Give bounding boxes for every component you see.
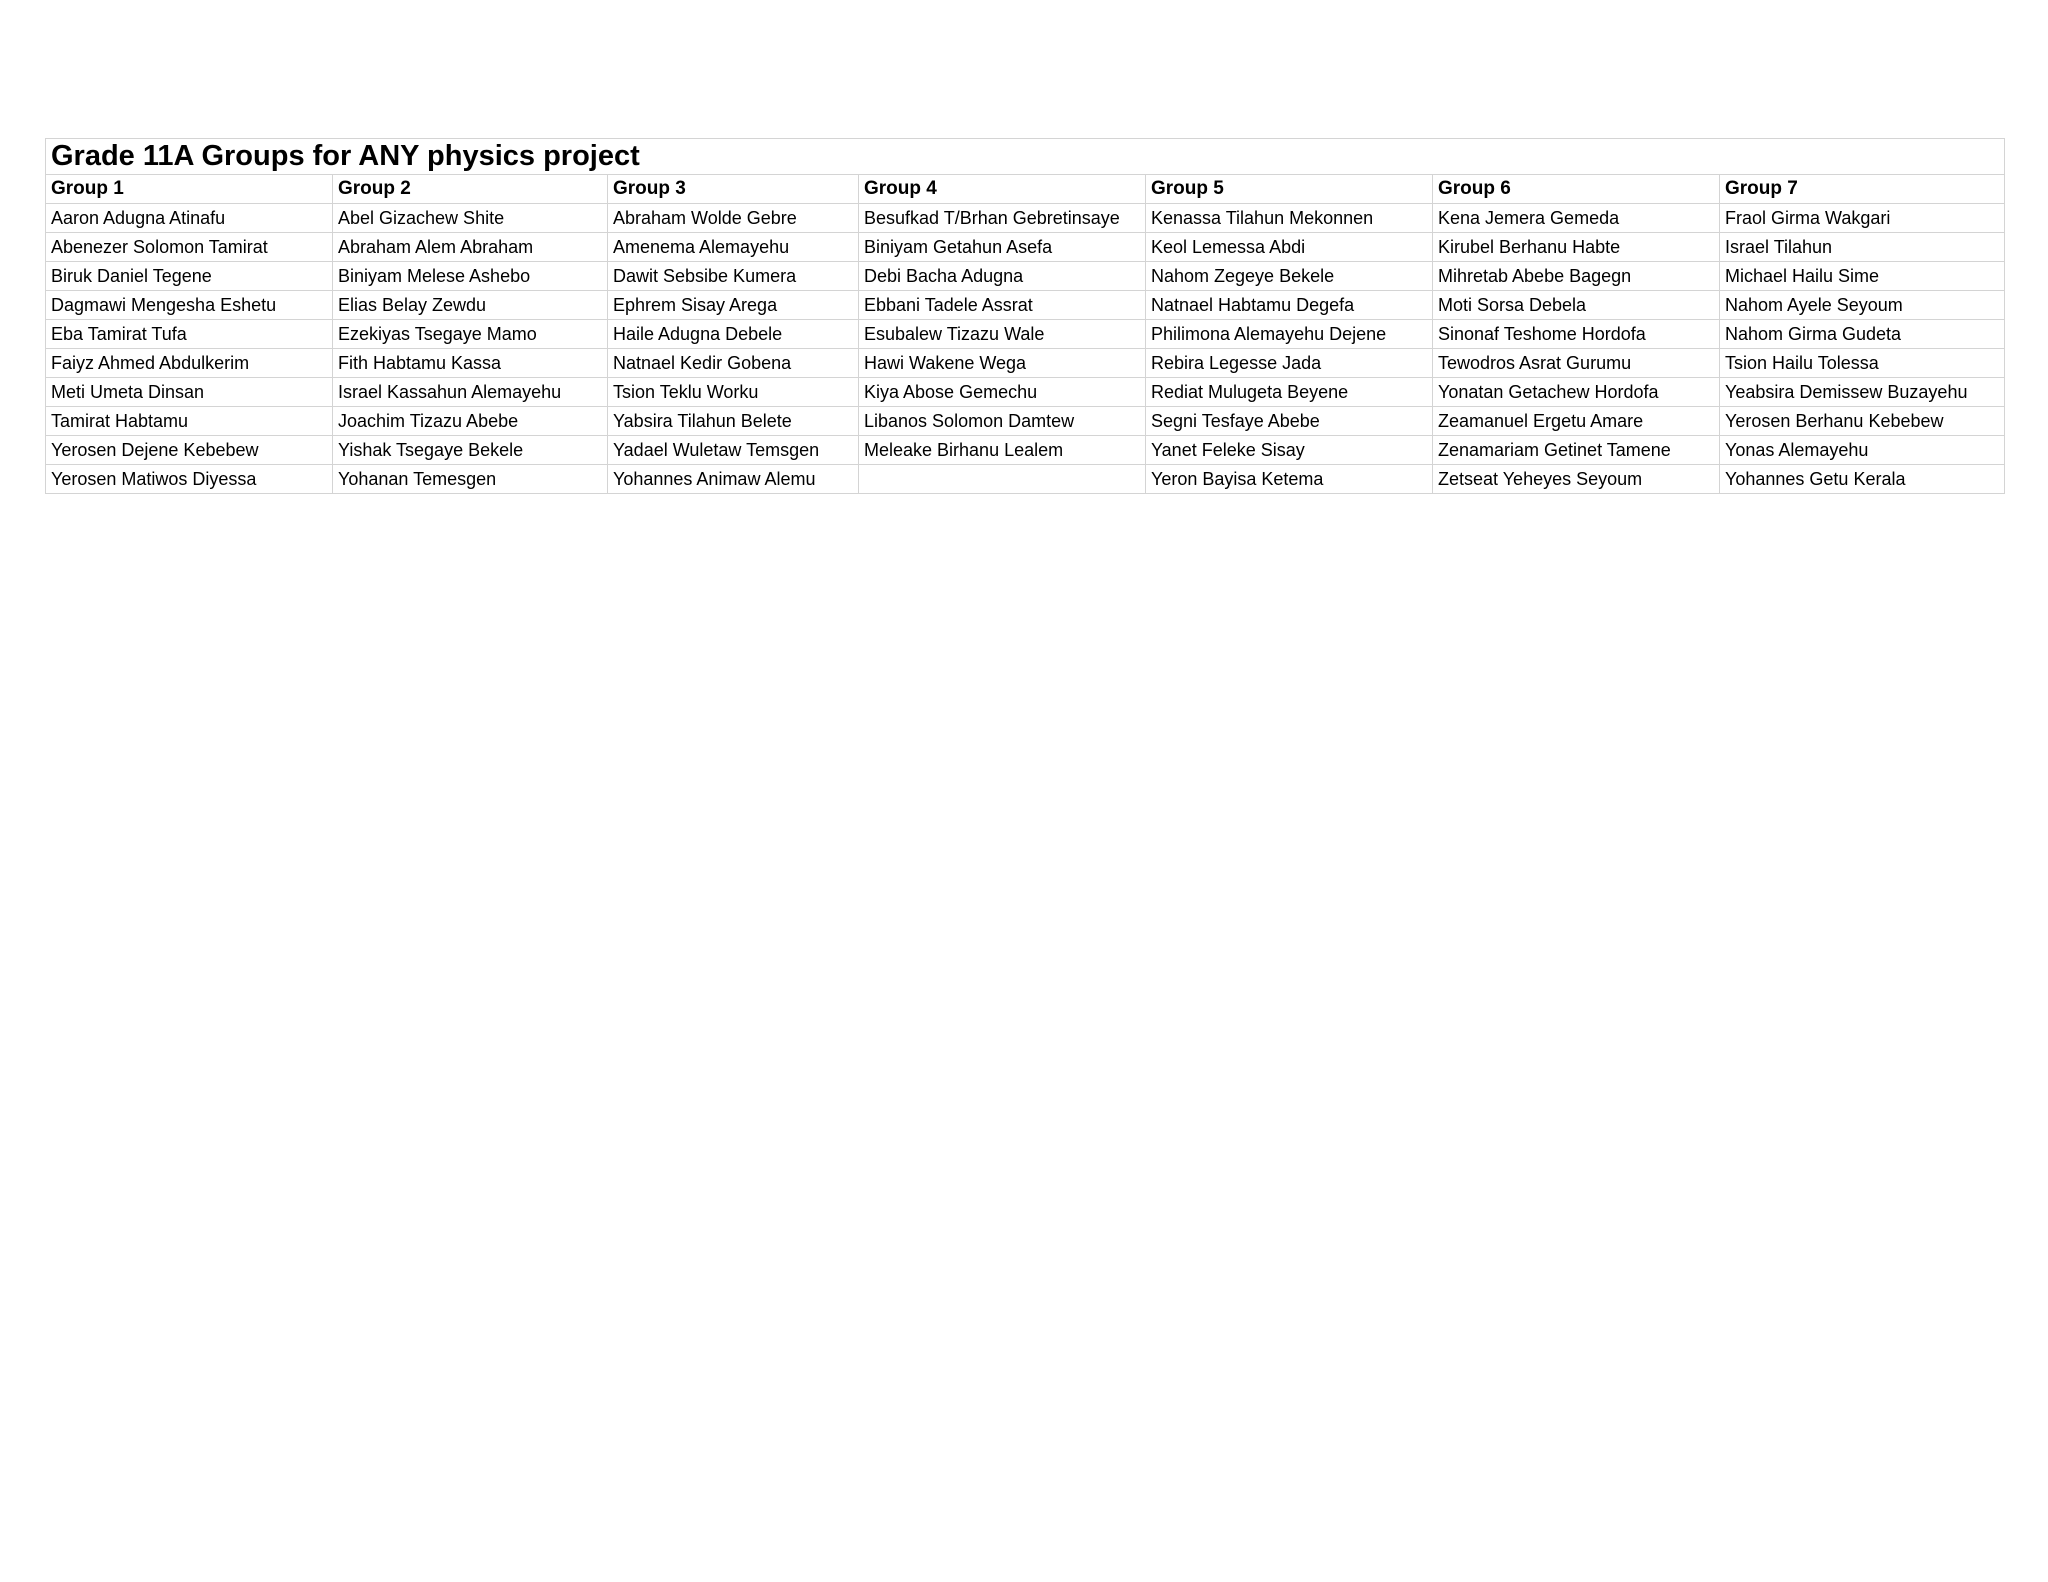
student-name-cell: Amenema Alemayehu xyxy=(608,233,859,262)
student-name-cell: Meti Umeta Dinsan xyxy=(46,378,333,407)
student-name-cell: Tsion Hailu Tolessa xyxy=(1720,349,2005,378)
student-name-cell: Yishak Tsegaye Bekele xyxy=(333,436,608,465)
table-row xyxy=(46,291,2005,320)
student-name-cell: Abraham Wolde Gebre xyxy=(608,204,859,233)
student-name-cell: Zetseat Yeheyes Seyoum xyxy=(1433,465,1720,494)
table-row xyxy=(46,378,2005,407)
student-name-cell: Esubalew Tizazu Wale xyxy=(859,320,1146,349)
student-name-cell: Kiya Abose Gemechu xyxy=(859,378,1146,407)
student-name-cell: Hawi Wakene Wega xyxy=(859,349,1146,378)
student-name-cell: Ephrem Sisay Arega xyxy=(608,291,859,320)
student-name-cell: Abraham Alem Abraham xyxy=(333,233,608,262)
student-name-cell: Biniyam Getahun Asefa xyxy=(859,233,1146,262)
student-name-cell: Segni Tesfaye Abebe xyxy=(1146,407,1433,436)
table-row xyxy=(46,320,2005,349)
student-name-cell: Biniyam Melese Ashebo xyxy=(333,262,608,291)
student-name-cell: Yohannes Animaw Alemu xyxy=(608,465,859,494)
student-name-cell: Kena Jemera Gemeda xyxy=(1433,204,1720,233)
student-name-cell: Zenamariam Getinet Tamene xyxy=(1433,436,1720,465)
student-name-cell: Mihretab Abebe Bagegn xyxy=(1433,262,1720,291)
student-name-cell: Yanet Feleke Sisay xyxy=(1146,436,1433,465)
student-name-cell: Libanos Solomon Damtew xyxy=(859,407,1146,436)
group-header: Group 1 xyxy=(46,175,333,204)
student-name-cell: Fraol Girma Wakgari xyxy=(1720,204,2005,233)
student-name-cell: Debi Bacha Adugna xyxy=(859,262,1146,291)
student-name-cell: Yadael Wuletaw Temsgen xyxy=(608,436,859,465)
student-name-cell: Natnael Habtamu Degefa xyxy=(1146,291,1433,320)
student-name-cell: Natnael Kedir Gobena xyxy=(608,349,859,378)
student-name-cell: Abenezer Solomon Tamirat xyxy=(46,233,333,262)
group-header: Group 2 xyxy=(333,175,608,204)
sheet-title: Grade 11A Groups for ANY physics project xyxy=(46,139,2005,175)
student-name-cell: Tsion Teklu Worku xyxy=(608,378,859,407)
student-name-cell: Rebira Legesse Jada xyxy=(1146,349,1433,378)
student-name-cell: Nahom Girma Gudeta xyxy=(1720,320,2005,349)
student-name-cell: Biruk Daniel Tegene xyxy=(46,262,333,291)
student-name-cell: Elias Belay Zewdu xyxy=(333,291,608,320)
student-name-cell: Besufkad T/Brhan Gebretinsaye xyxy=(859,204,1146,233)
student-name-cell: Haile Adugna Debele xyxy=(608,320,859,349)
student-name-cell: Nahom Ayele Seyoum xyxy=(1720,291,2005,320)
student-name-cell: Faiyz Ahmed Abdulkerim xyxy=(46,349,333,378)
groups-table xyxy=(45,138,2005,494)
header-row xyxy=(46,175,2005,204)
student-name-cell: Michael Hailu Sime xyxy=(1720,262,2005,291)
student-name-cell: Fith Habtamu Kassa xyxy=(333,349,608,378)
student-name-cell: Joachim Tizazu Abebe xyxy=(333,407,608,436)
title-row xyxy=(46,139,2005,175)
student-name-cell: Yerosen Berhanu Kebebew xyxy=(1720,407,2005,436)
table-row xyxy=(46,436,2005,465)
student-name-cell: Philimona Alemayehu Dejene xyxy=(1146,320,1433,349)
group-header: Group 6 xyxy=(1433,175,1720,204)
table-row xyxy=(46,407,2005,436)
student-name-cell: Kenassa Tilahun Mekonnen xyxy=(1146,204,1433,233)
group-header: Group 4 xyxy=(859,175,1146,204)
student-name-cell: Moti Sorsa Debela xyxy=(1433,291,1720,320)
group-header: Group 5 xyxy=(1146,175,1433,204)
student-name-cell: Tewodros Asrat Gurumu xyxy=(1433,349,1720,378)
table-row xyxy=(46,233,2005,262)
student-name-cell: Dawit Sebsibe Kumera xyxy=(608,262,859,291)
student-name-cell: Ebbani Tadele Assrat xyxy=(859,291,1146,320)
student-name-cell: Israel Tilahun xyxy=(1720,233,2005,262)
student-name-cell: Yabsira Tilahun Belete xyxy=(608,407,859,436)
student-name-cell: Israel Kassahun Alemayehu xyxy=(333,378,608,407)
student-name-cell: Tamirat Habtamu xyxy=(46,407,333,436)
student-name-cell: Yonatan Getachew Hordofa xyxy=(1433,378,1720,407)
table-row xyxy=(46,262,2005,291)
student-name-cell: Kirubel Berhanu Habte xyxy=(1433,233,1720,262)
student-name-cell: Aaron Adugna Atinafu xyxy=(46,204,333,233)
student-name-cell: Yohanan Temesgen xyxy=(333,465,608,494)
student-name-cell: Eba Tamirat Tufa xyxy=(46,320,333,349)
student-name-cell: Zeamanuel Ergetu Amare xyxy=(1433,407,1720,436)
student-name-cell: Sinonaf Teshome Hordofa xyxy=(1433,320,1720,349)
student-name-cell: Yerosen Matiwos Diyessa xyxy=(46,465,333,494)
student-name-cell: Yohannes Getu Kerala xyxy=(1720,465,2005,494)
student-name-cell: Yerosen Dejene Kebebew xyxy=(46,436,333,465)
student-name-cell: Nahom Zegeye Bekele xyxy=(1146,262,1433,291)
student-name-cell: Dagmawi Mengesha Eshetu xyxy=(46,291,333,320)
student-name-cell: Yonas Alemayehu xyxy=(1720,436,2005,465)
student-name-cell: Yeron Bayisa Ketema xyxy=(1146,465,1433,494)
student-name-cell: Abel Gizachew Shite xyxy=(333,204,608,233)
student-name-cell: Ezekiyas Tsegaye Mamo xyxy=(333,320,608,349)
table-row xyxy=(46,204,2005,233)
student-name-cell: Rediat Mulugeta Beyene xyxy=(1146,378,1433,407)
student-name-cell: Yeabsira Demissew Buzayehu xyxy=(1720,378,2005,407)
group-header: Group 3 xyxy=(608,175,859,204)
student-name-cell: Meleake Birhanu Lealem xyxy=(859,436,1146,465)
student-name-cell xyxy=(859,465,1146,494)
student-name-cell: Keol Lemessa Abdi xyxy=(1146,233,1433,262)
table-row xyxy=(46,349,2005,378)
group-header: Group 7 xyxy=(1720,175,2005,204)
table-row xyxy=(46,465,2005,494)
